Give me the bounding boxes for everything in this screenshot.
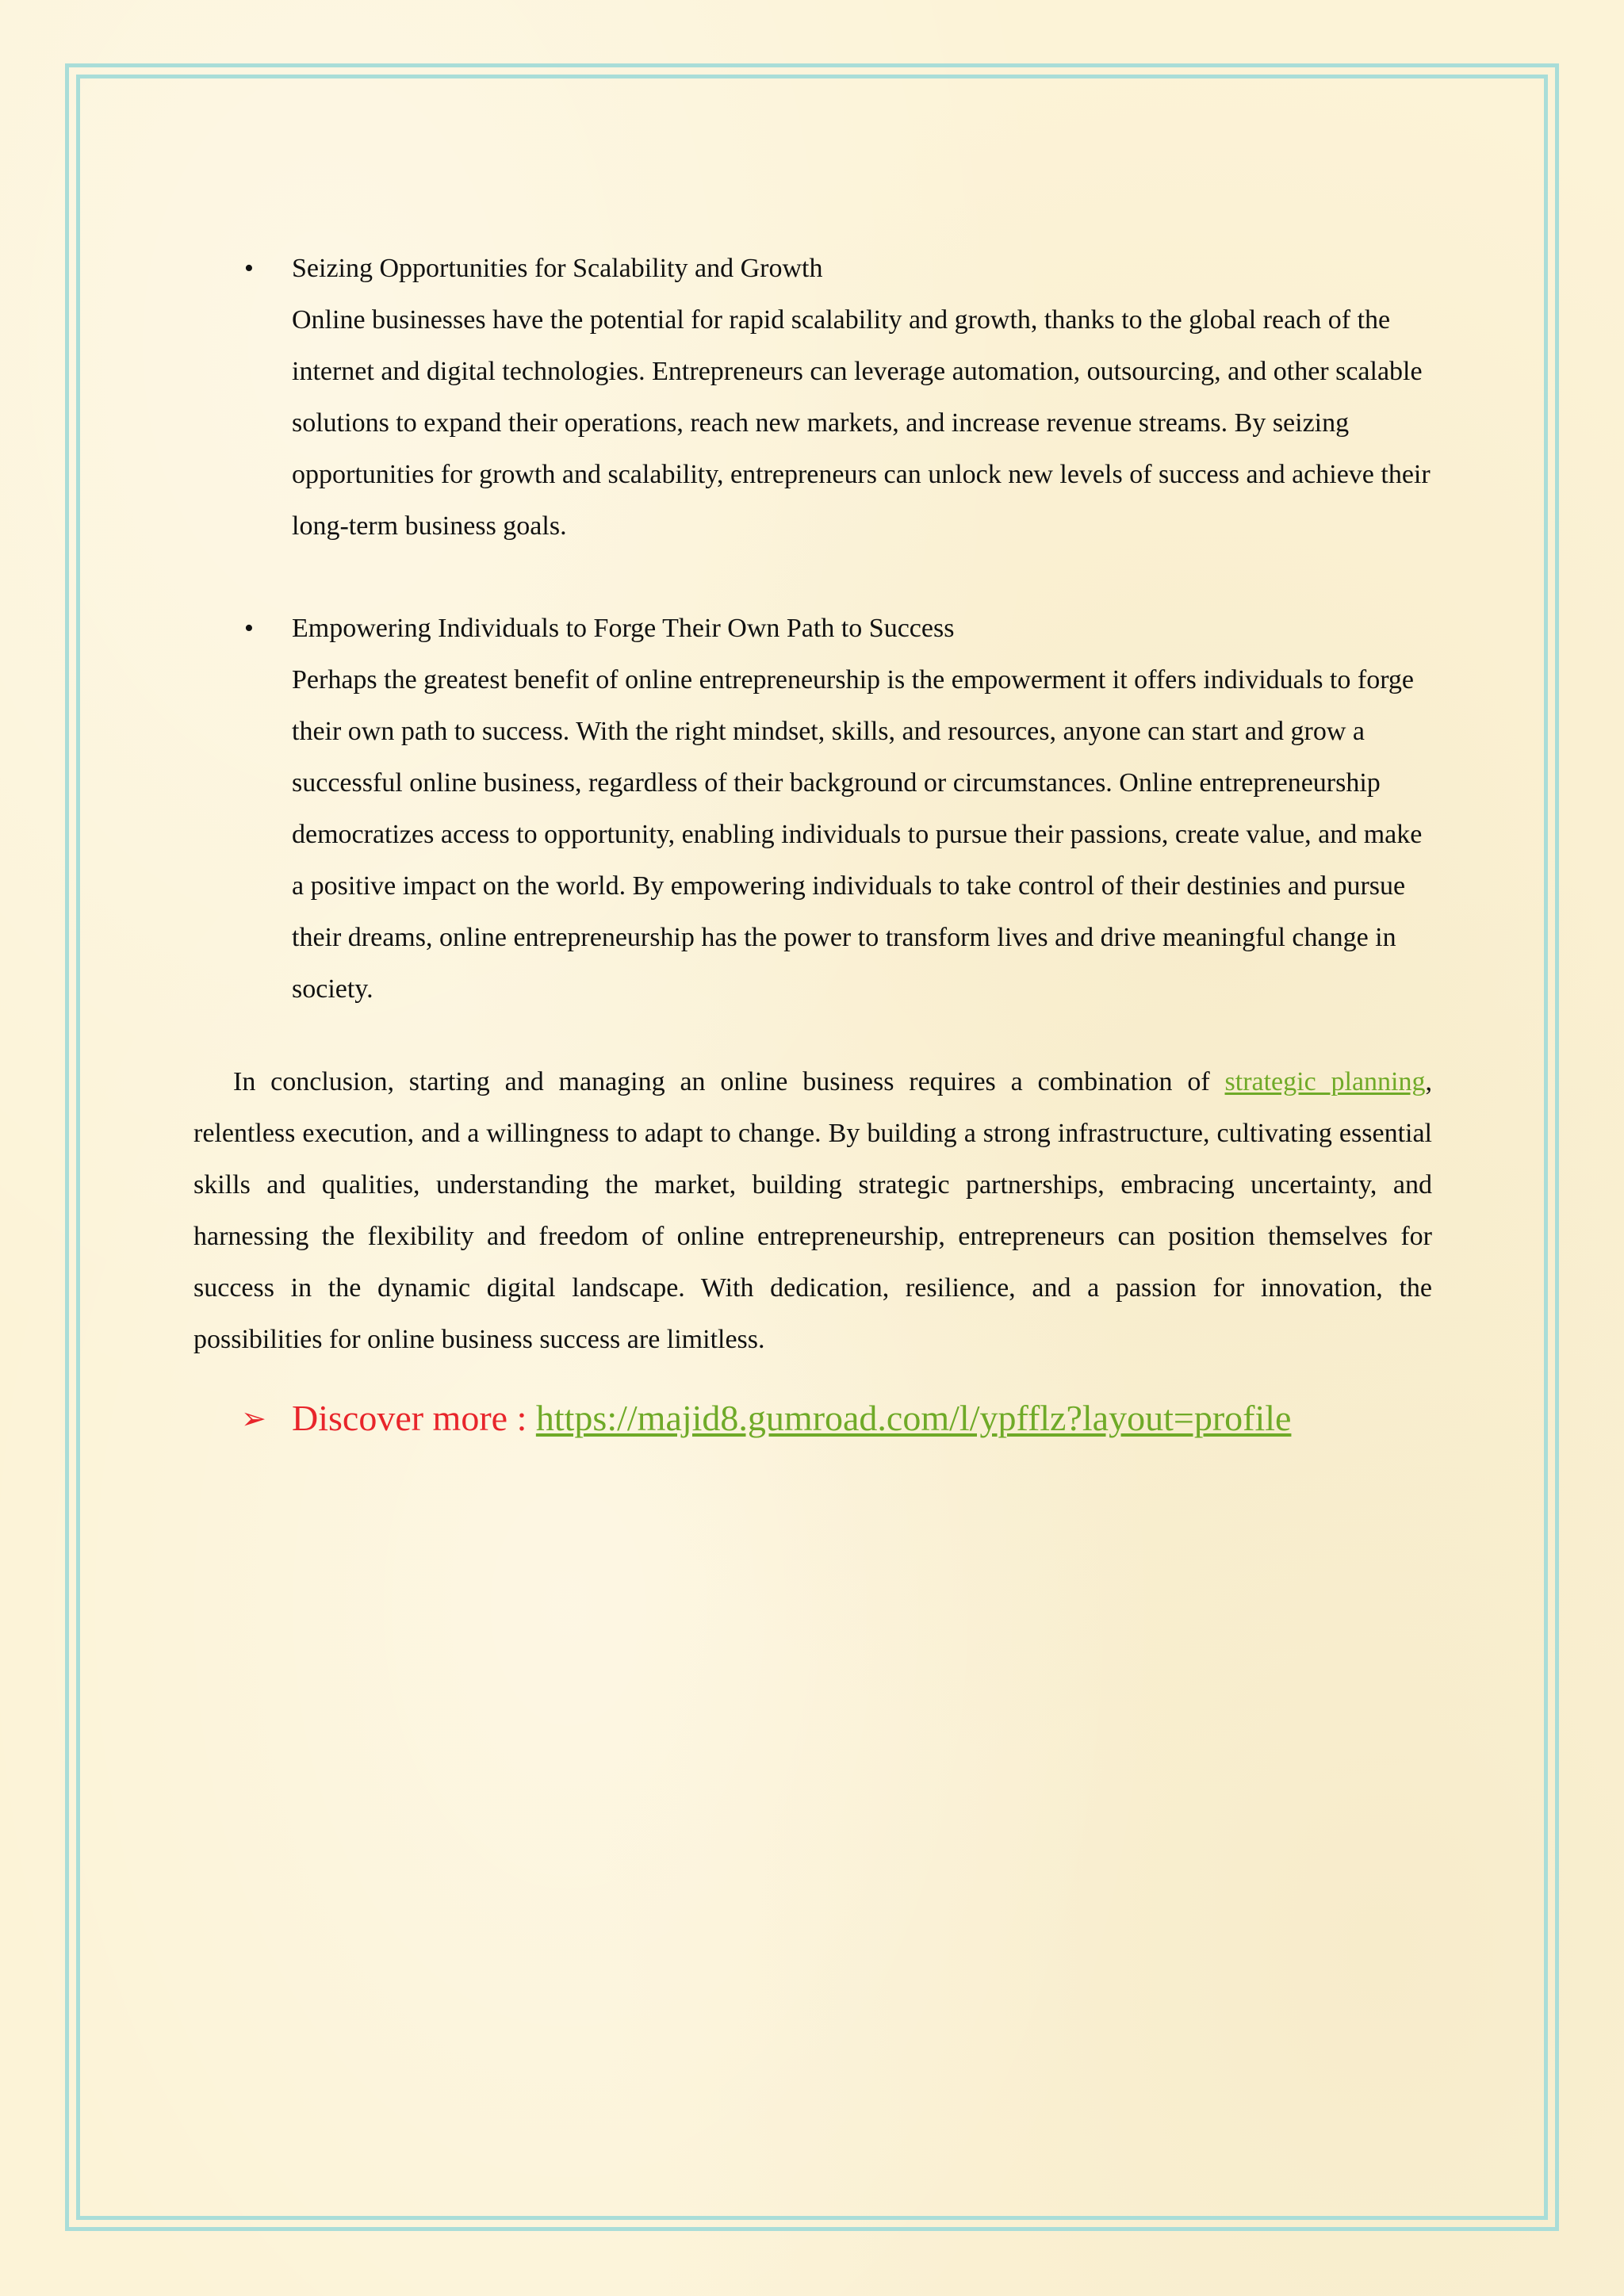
bullet-body: Online businesses have the potential for rapid scalability and growth, thanks to the global reach of the internet and digital technologies. Entrepreneurs can leverage automation, outsourcing, and other scalable solutions to expand their operations, reach new markets, and increase revenue streams. By seizing opportunities for growth and scalability, entrepreneurs can unlock new levels of success and achieve their long-term business goals.	[292, 305, 1431, 541]
gumroad-profile-link[interactable]: https://majid8.gumroad.com/l/ypfflz?layout=profile	[535, 1398, 1292, 1438]
bullet-body: Perhaps the greatest benefit of online entrepreneurship is the empowerment it offers individuals to forge their own path to success. With the right mindset, skills, and resources, anyone can start and grow a successful online business, regardless of their background or circumstances. Online entrepreneurship democratizes access to opportunity, enabling individuals to pursue their passions, create value, and make a positive impact on the world. By empowering individuals to take control of their destinies and pursue their dreams, online entrepreneurship has the power to transform lives and drive meaningful change in society.	[292, 665, 1423, 1004]
discover-more-label: Discover more :	[292, 1398, 536, 1438]
bullet-title: Seizing Opportunities for Scalability and Growth	[292, 254, 823, 283]
bullet-title: Empowering Individuals to Forge Their Own Path to Success	[292, 614, 955, 643]
conclusion-text-end: , relentless execution, and a willingness to adapt to change. By building a strong infrastructure, cultivating essential skills and qualities, understanding the market, building strategic partnerships, embracing uncertainty, and harnessing the flexibility and freedom of online entrepreneurship, entrepreneurs can position themselves for success in the dynamic digital landscape. With dedication, resilience, and a passion for innovation, the possibilities for online business success are limitless.	[193, 1067, 1433, 1354]
discover-more-line	[193, 1392, 1432, 1445]
document-body	[193, 243, 1432, 1445]
bullet-dot-icon: •	[244, 614, 254, 643]
conclusion-text-start: In conclusion, starting and managing an online business requires a combination of	[233, 1067, 1225, 1096]
bullet-dot-icon: •	[244, 254, 254, 283]
arrow-bullet-icon: ➢	[241, 1401, 266, 1436]
conclusion-paragraph	[193, 1056, 1432, 1365]
strategic-planning-link[interactable]: strategic planning	[1224, 1067, 1426, 1096]
bullet-section-scalability	[193, 243, 1432, 552]
bullet-section-empowerment	[193, 603, 1432, 1015]
